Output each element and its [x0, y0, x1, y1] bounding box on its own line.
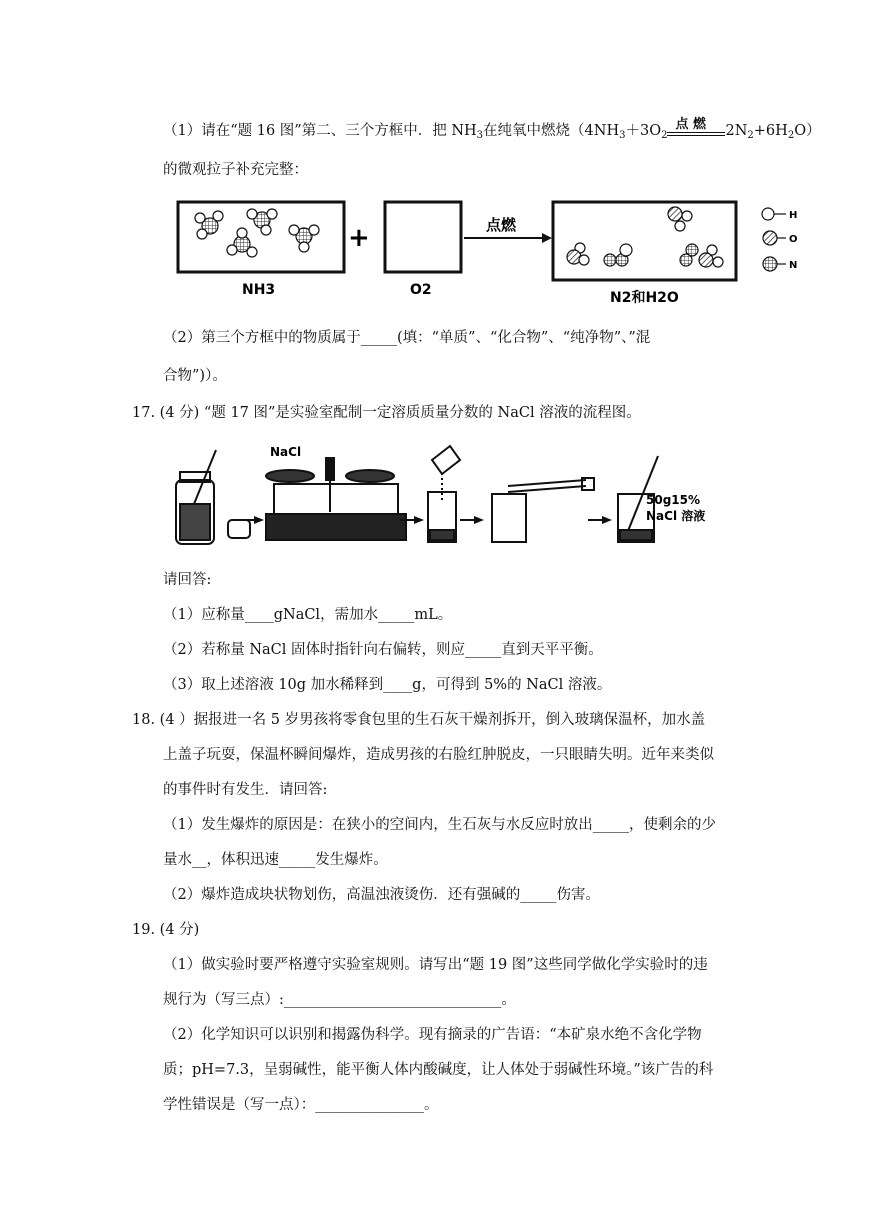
- molecule-diagram: [170, 190, 820, 306]
- solution-label-2: NaCl 溶液: [646, 509, 706, 523]
- q19-line2: （1）做实验时要严格遵守实验室规则。请写出“题 19 图”这些同学做化学实验时的违: [163, 957, 708, 973]
- q18-line4: （1）发生爆炸的原因是：在狭小的空间内，生石灰与水反应时放出_____，使剩余的少: [163, 817, 716, 833]
- beaker-with-cylinder: [492, 478, 594, 542]
- balance: [266, 458, 406, 540]
- reaction-condition: 点 燃: [667, 121, 725, 141]
- q18-line2: 上盖子玩耍，保温杯瞬间爆炸，造成男孩的右脸红肿脱皮，一只眼睛失明。近年来类似: [163, 747, 714, 763]
- q18-line1: 18. (4 ）据报进一名 5 岁男孩将零食包里的生石灰干燥剂拆开，倒入玻璃保温杯，加水盖: [132, 712, 706, 728]
- nacl-label: NaCl: [270, 445, 302, 459]
- q16-p1-b: 在纯氧中燃烧（4NH: [483, 123, 620, 139]
- q19-line3: 规行为（写三点）:______________________________。: [163, 992, 516, 1008]
- product-molecules: [567, 207, 723, 267]
- q16-part1-line1: （1）请在“题 16 图”第二、三个方框中．把 $NH_3$在纯氧中燃烧（$4NH_3+3O_2$ 点 燃 $2N_2+6H_2O$）: [163, 117, 821, 141]
- legend-n-label: N: [789, 260, 798, 271]
- q18-line5: 量水__，体积迅速_____发生爆炸。: [163, 852, 388, 868]
- legend: [762, 208, 786, 271]
- legend-h-label: H: [789, 210, 798, 221]
- plus-sign: +: [348, 223, 370, 253]
- q17-sub1: （1）应称量____gNaCl，需加水_____mL。: [163, 607, 453, 623]
- box2-label: O2: [410, 282, 432, 298]
- box-reactant-o2: [385, 202, 461, 272]
- q17-sub2: （2）若称量 NaCl 固体时指针向右偏转，则应_____直到天平平衡。: [163, 642, 603, 658]
- solution-prep-flow-diagram: [170, 440, 706, 558]
- box1-label: NH3: [242, 282, 276, 298]
- q16-part2-line2: 合物”)）。: [163, 368, 227, 384]
- legend-o-label: O: [789, 234, 798, 245]
- q17-prompt: 请回答:: [163, 572, 212, 588]
- q16-part2-line1: （2）第三个方框中的物质属于_____(填：“单质”、“化合物”、“纯净物”、”混: [163, 330, 651, 346]
- arrow-icon: [542, 233, 552, 243]
- beaker-pour: [428, 446, 460, 542]
- q18-line3: 的事件时有发生．请回答:: [163, 782, 328, 798]
- q18-line6: （2）爆炸造成块状物划伤，高温浊液烫伤．还有强碱的_____伤害。: [163, 887, 600, 903]
- legend-n-icon: [763, 257, 777, 271]
- arrow-label: 点燃: [486, 216, 517, 234]
- box-product: [553, 202, 736, 280]
- q17-stem: 17. (4 分) “题 17 图”是实验室配制一定溶质质量分数的 NaCl 溶液的流程图。: [132, 405, 641, 421]
- q19-line1: 19. (4 分): [132, 922, 200, 938]
- q19-line5: 质；pH=7.3，呈弱碱性，能平衡人体内酸碱度，让人体处于弱碱性环境。”该广告的科: [163, 1062, 714, 1078]
- legend-h-icon: [762, 208, 774, 220]
- solution-label-1: 50g15%: [646, 493, 701, 507]
- legend-o-icon: [763, 231, 777, 245]
- reagent-jar: [176, 450, 250, 544]
- nh3-molecules: [195, 209, 319, 257]
- q16-p1-a: （1）请在“题 16 图”第二、三个方框中．把 NH: [163, 123, 477, 139]
- q19-line6: 学性错误是（写一点）：_______________。: [163, 1097, 439, 1113]
- box3-label: N2和H2O: [610, 290, 679, 306]
- q19-line4: （2）化学知识可以识别和揭露伪科学。现有摘录的广告语：“本矿泉水绝不含化学物: [163, 1027, 702, 1043]
- q17-sub3: （3）取上述溶液 10g 加水稀释到____g，可得到 5%的 NaCl 溶液。: [163, 677, 612, 693]
- q16-part1-line2: 的微观拉子补充完整：: [163, 162, 308, 178]
